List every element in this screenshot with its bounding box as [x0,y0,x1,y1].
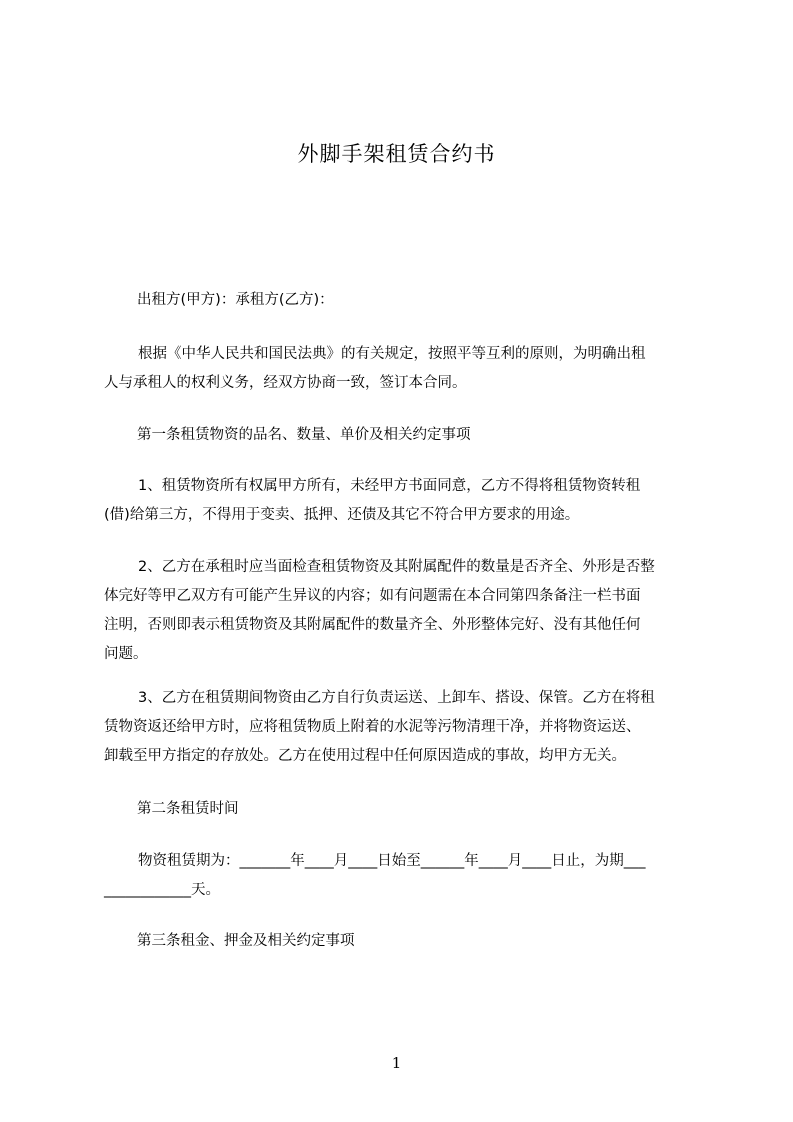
item3-line: 卸载至甲方指定的存放处。乙方在使用过程中任何原因造成的事故，均甲方无关。 [104,748,626,764]
parties-line: 出租方(甲方)：承租方(乙方)： [137,292,334,308]
period-paragraph [104,847,704,905]
period-line: ____________天。 [104,882,220,898]
item2-paragraph [104,553,704,669]
page-number: 1 [391,1054,402,1072]
intro-line: 人与承租人的权利义务，经双方协商一致，签订本合同。 [104,375,467,391]
item3-line: 3、乙方在租赁期间物资由乙方自行负责运送、上卸车、搭设、保管。乙方在将租 [138,690,655,706]
period-line: 物资租赁期为：_______年____月____日始至______年____月____日止，为期___ [138,853,646,869]
item2-line: 2、乙方在承租时应当面检查租赁物资及其附属配件的数量是否齐全、外形是否整 [138,559,655,575]
item1-line: 1、租赁物资所有权属甲方所有，未经甲方书面同意，乙方不得将租赁物资转租 [138,478,641,494]
item3-paragraph [104,684,704,771]
item2-line: 体完好等甲乙双方有可能产生异议的内容；如有问题需在本合同第四条备注一栏书面 [104,588,641,604]
article3-heading: 第三条租金、押金及相关约定事项 [137,933,355,949]
intro-paragraph [104,340,704,398]
document-title: 外脚手架租赁合约书 [297,142,496,166]
intro-line: 根据《中华人民共和国民法典》的有关规定，按照平等互利的原则，为明确出租 [138,346,646,362]
item1-paragraph [104,472,704,530]
item2-line: 注明，否则即表示租赁物资及其附属配件的数量齐全、外形整体完好、没有其他任何 [104,617,641,633]
item1-line: (借)给第三方，不得用于变卖、抵押、还债及其它不符合甲方要求的用途。 [104,507,580,523]
article1-heading: 第一条租赁物资的品名、数量、单价及相关约定事项 [137,427,471,443]
item3-line: 赁物资返还给甲方时，应将租赁物质上附着的水泥等污物清理干净，并将物资运送、 [104,719,641,735]
article2-heading: 第二条租赁时间 [137,801,239,817]
item2-line: 问题。 [104,646,148,662]
